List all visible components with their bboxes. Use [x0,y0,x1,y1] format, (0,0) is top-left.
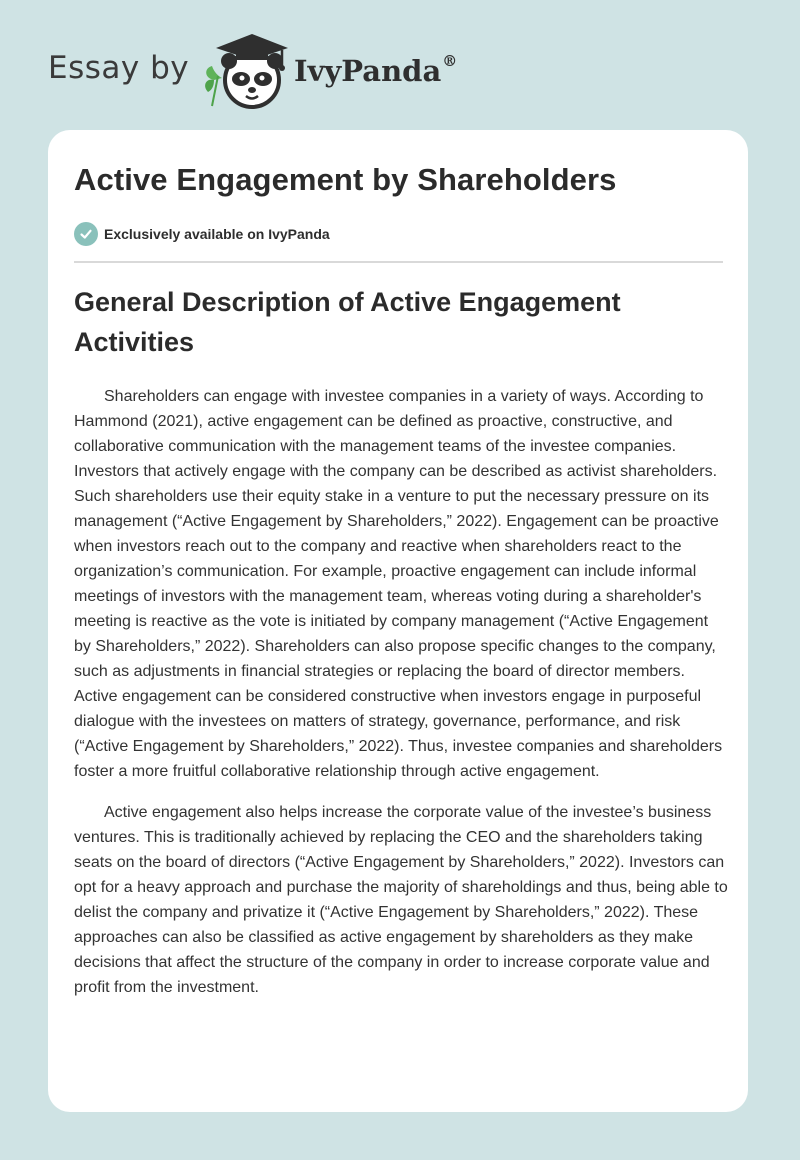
section-heading: General Description of Active Engagement Activities [74,287,621,357]
check-circle-icon [74,222,98,246]
paragraph: Shareholders can engage with investee companies in a variety of ways. According to Hammond (2021), active engagement can be defined as proactive, constructive, and collaborative communication with the management teams of the investee companies. Investors that actively engage with the company can be described as activist shareholders. Such shareholders use their equity stake in a venture to put the necessary pressure on its management (“Active Engagement by Shareholders,” 2022). Engagement can be proactive when investors reach out to the company and reactive when shareholders react to the organization’s communication. For example, proactive engagement can include informal meetings of investors with the management team, whereas voting during a shareholder's meeting is reactive as the vote is initiated by company management (“Active Engagement by Shareholders,” 2022). Shareholders can also propose specific changes to the company, such as adjustments in financial strategies or replacing the board of director members. Active engagement can be considered constructive when investors engage in purposeful dialogue with the investees on matters of strategy, governance, performance, and risk (“Active Engagement by Shareholders,” 2022). Thus, investee companies and shareholders foster a more fruitful collaborative relationship through active engagement. [74,388,723,780]
exclusive-badge [74,222,330,246]
registered-mark: ® [442,52,458,70]
essay-body [74,384,729,1016]
exclusive-label: Exclusively available on IvyPanda [104,226,330,242]
brand-name-text: IvyPanda [294,54,442,88]
paragraph: Active engagement also helps increase the corporate value of the investee’s business ventures. This is traditionally achieved by replacing the CEO and the shareholders taking seats on the board of directors (“Active Engagement by Shareholders,” 2022). Investors can opt for a heavy approach and purchase the majority of shareholdings and thus, being able to delist the company and privatize it (“Active Engagement by Shareholders,” 2022). These approaches can also be classified as active engagement by shareholders as they make decisions that affect the structure of the company in order to increase corporate value and profit from the investment. [74,804,728,996]
panda-graduate-logo-icon[interactable] [200,30,296,110]
site-header [48,30,508,114]
essay-card [48,130,748,1112]
page-title: Active Engagement by Shareholders [74,162,617,197]
divider [74,261,723,263]
brand-name[interactable] [294,54,457,88]
essay-by-label: Essay by [48,50,190,86]
